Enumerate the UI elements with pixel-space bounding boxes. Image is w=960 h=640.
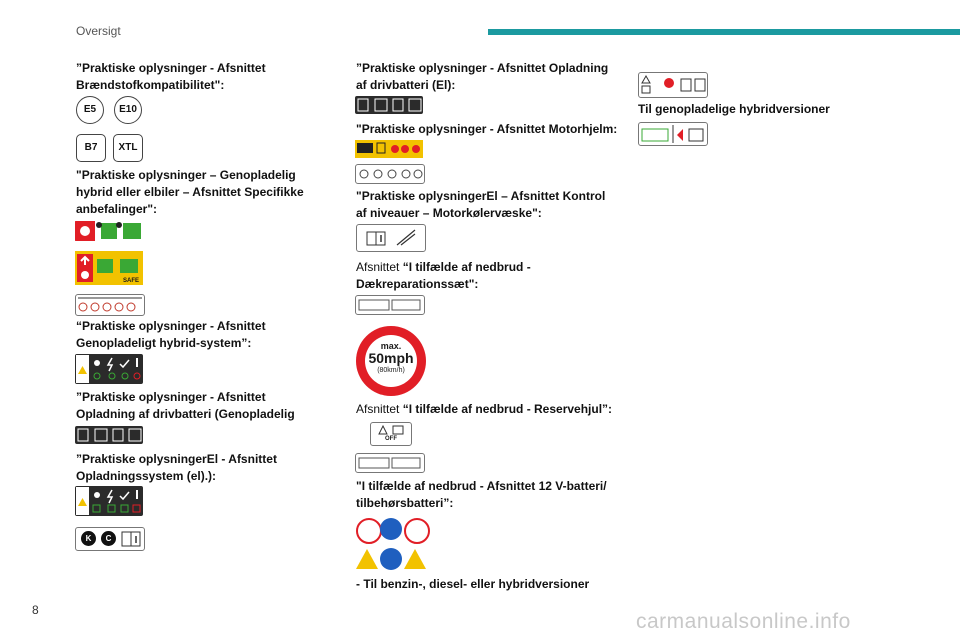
col2-heading-coolant: "Praktiske oplysningerEl – Afsnittet Kontrol af niveauer – Motorkølervæske": xyxy=(356,189,606,220)
charging-el-strip xyxy=(355,96,423,114)
spare-wheel-off-icon xyxy=(370,422,412,446)
fuel-b7-icon: B7 xyxy=(76,134,106,162)
col3-top-icon xyxy=(638,72,708,98)
col2-heading-bonnet: "Praktiske oplysninger - Afsnittet Motorhjelm: xyxy=(356,122,618,136)
col1-heading-hybrid-recommendations: "Praktiske oplysninger – Genopladelig hybrid eller elbiler – Afsnittet Specifikke anbefalinger": xyxy=(76,168,304,216)
col2-heading-fuel-versions: - Til benzin-, diesel- eller hybridversioner xyxy=(356,577,590,591)
col3-heading-rechargeable-hybrid: Til genopladelige hybridversioner xyxy=(638,102,830,116)
warning-manual-icon xyxy=(371,423,411,437)
battery-warning-row2 xyxy=(356,547,428,571)
k-c-info-strip xyxy=(75,527,145,551)
eye-protection-icon xyxy=(380,518,402,540)
bonnet-warning-pictograms xyxy=(356,165,424,183)
col2-heading-tyre-repair xyxy=(356,259,616,293)
charging-el-pictograms xyxy=(355,96,423,114)
page-number: 8 xyxy=(32,603,39,617)
col1-heading-fuel: ”Praktiske oplysninger - Afsnittet Brændstofkompatibilitet": xyxy=(76,61,266,92)
col2-heading-charging-el: ”Praktiske oplysninger - Afsnittet Opladning af drivbatteri (El): xyxy=(356,61,609,92)
tyre-repair-pictograms xyxy=(356,296,424,314)
speed-limit-inner xyxy=(365,335,417,387)
spare-wheel-title: “I tilfælde af nedbrud - Reservehjul”: xyxy=(402,402,613,416)
tyre-repair-title: “I tilfælde af nedbrud - Dækreparationssæt": xyxy=(356,260,531,291)
col3-hybrid-strip xyxy=(638,122,708,146)
watermark: carmanualsonline.info xyxy=(636,610,851,633)
speed-limit-kmh: (80km/h) xyxy=(377,367,405,374)
charging-pictograms xyxy=(75,426,143,444)
explosion-warning-icon xyxy=(356,549,378,569)
speed-limit-sign xyxy=(356,326,426,396)
charging-system-status-strip xyxy=(75,486,143,516)
col1-heading-charging-system-el: ”Praktiske oplysningerEl - Afsnittet Opladningssystem (el).): xyxy=(76,452,277,483)
col2-heading-12v-battery: "I tilfælde af nedbrud - Afsnittet 12 V-batteri/ tilbehørsbatteri”: xyxy=(356,479,607,510)
spare-wheel-prefix: Afsnittet xyxy=(356,402,403,416)
no-flame-icon xyxy=(356,518,382,544)
fuel-e5-icon: E5 xyxy=(76,96,104,124)
acid-warning-icon xyxy=(404,549,426,569)
col1-heading-hybrid-system: “Praktiske oplysninger - Afsnittet Genopladeligt hybrid-system”: xyxy=(76,319,266,350)
bonnet-warning-strip xyxy=(355,164,425,184)
safe-label: SAFE xyxy=(122,278,139,284)
manual-info-icon xyxy=(121,531,141,547)
hybrid-status-icons xyxy=(75,354,143,384)
col1-heading-charging-hybrid: ”Praktiske oplysninger - Afsnittet Opladning af drivbatteri (Genopladelig xyxy=(76,390,295,421)
speed-limit-max: max. xyxy=(380,341,402,351)
charging-hybrid-strip xyxy=(75,426,143,444)
spare-wheel-pictograms xyxy=(356,454,424,472)
speed-limit-value: 50mph xyxy=(368,350,414,366)
bonnet-yellow-strip xyxy=(355,140,423,158)
k-badge-icon: K xyxy=(81,531,96,546)
spare-wheel-strip xyxy=(355,453,425,473)
hybrid-system-status-strip xyxy=(75,354,143,384)
off-label: OFF xyxy=(385,436,397,442)
charging-status-icons xyxy=(75,486,143,516)
fuel-xtl-icon: XTL xyxy=(113,134,143,162)
page-header-title: Oversigt xyxy=(76,24,121,38)
hybrid-car-pictograms xyxy=(639,123,707,145)
hybrid-warning-icon xyxy=(639,73,707,97)
keep-children-away-icon xyxy=(404,518,430,544)
fuel-e10-icon: E10 xyxy=(114,96,142,124)
hybrid-safe-panel xyxy=(75,251,143,285)
hybrid-safe-icon xyxy=(75,219,143,243)
col2-heading-spare-wheel xyxy=(356,401,626,418)
coolant-icon-box xyxy=(356,224,426,252)
header-accent-bar xyxy=(488,29,960,35)
coolant-manual-icon xyxy=(357,225,425,251)
battery-warning-row1 xyxy=(356,516,428,542)
read-manual-icon xyxy=(380,548,402,570)
hybrid-warning-strip xyxy=(75,294,145,316)
tyre-repair-strip xyxy=(355,295,425,315)
tyre-repair-prefix: Afsnittet xyxy=(356,260,403,274)
bonnet-pictograms xyxy=(355,140,423,158)
warning-pictogram-row xyxy=(76,295,144,315)
hybrid-safe-icon-strip xyxy=(75,219,143,243)
c-badge-icon: C xyxy=(101,531,116,546)
